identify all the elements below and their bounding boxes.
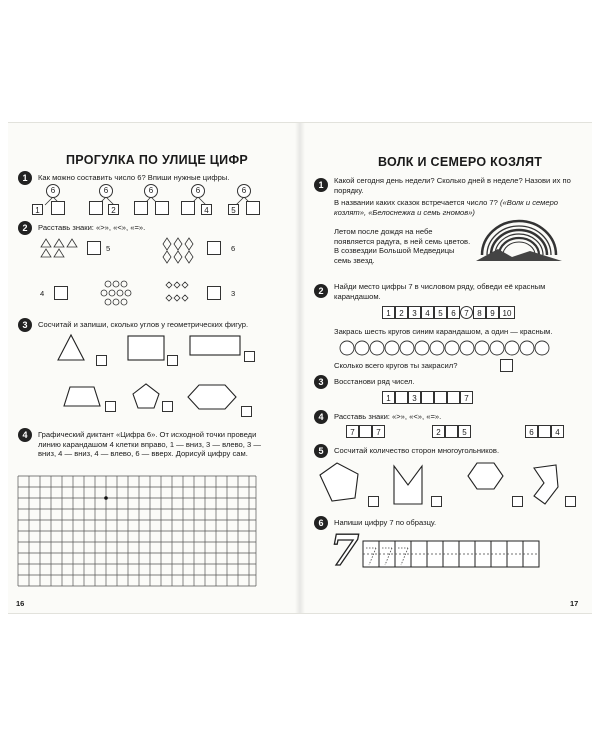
task-6-text: Напиши цифру 7 по образцу. [334,518,437,527]
answer-box: 5 [228,204,239,215]
sequence-cell: 3 [408,391,421,404]
task-number: 2 [18,221,32,235]
sum-circle: 6 [237,184,251,198]
task-number: 1 [18,171,32,185]
number-cell: 5 [434,306,447,319]
task-2-count-text: Сколько всего кругов ты закрасил? [334,361,458,370]
task-number: 3 [314,375,328,389]
number-cell: 6 [447,306,460,319]
right-page-title: ВОЛК И СЕМЕРО КОЗЛЯТ [378,155,543,169]
page-number: 16 [16,599,25,608]
compare-cell: 2 [432,425,445,438]
right-page [300,123,592,613]
dictation-grid[interactable] [8,123,298,613]
task-number: 5 [314,444,328,458]
answer-box: 1 [32,204,43,215]
number-cell: 3 [408,306,421,319]
answer-box: 4 [201,204,212,215]
task-number: 4 [18,428,32,442]
number-cell: 4 [421,306,434,319]
task-1-question-text: В названии каких сказок встречается число 7? [334,198,498,207]
task-number: 1 [314,178,328,192]
task-3-text: Сосчитай и запиши, сколько углов у геометрических фигур. [38,320,249,329]
start-point [104,496,108,500]
comparison-value: 4 [40,289,45,298]
workbook-spread [8,122,592,614]
task-3-text: Восстанови ряд чисел. [334,377,415,386]
task-2-coloring-text: Закрась шесть кругов синим карандашом, а один — красным. [334,327,553,336]
writing-cells[interactable] [300,123,590,593]
task-2-text: Расставь знаки: «>», «<», «=». [38,223,146,232]
task-5-text: Сосчитай количество сторон многоугольников. [334,446,500,455]
task-1-text: Какой сегодня день недели? Сколько дней в неделе? Назови их по порядку. [334,176,571,195]
sequence-cell: 7 [460,391,473,404]
task-1-facts: Летом после дождя на небе появляется радуга, в ней семь цветов. В созвездии Большой Медведицы семь звезд. [334,227,471,265]
sum-circle: 6 [191,184,205,198]
answer-box: 2 [108,204,119,215]
compare-cell: 7 [346,425,359,438]
number-cell: 1 [382,306,395,319]
task-4-text: Расставь знаки: «>», «<», «=». [334,412,442,421]
page-number: 17 [570,599,579,608]
task-number: 6 [314,516,328,530]
task-1-text: Как можно составить число 6? Впиши нужные цифры. [38,173,230,182]
sample-digit: 7 [330,526,360,575]
sum-circle: 6 [46,184,60,198]
left-page [8,123,300,613]
task-number: 3 [18,318,32,332]
task-4-text: Графический диктант «Цифра 6». От исходной точки проведи линию карандашом 4 клетки вправо, 1 — вниз, 3 — влево, 3 — вниз, 4 — вниз, 4 — влево, 6 — вверх. Дорисуй цифру сам. [38,430,261,459]
number-cell-circled[interactable]: 7 [460,306,473,319]
number-cell: 8 [473,306,486,319]
task-1-fairy-tales: («Волк и семеро козлят», «Белоснежка и семь гномов») [334,198,559,217]
task-number: 2 [314,284,328,298]
number-cell: 10 [499,306,515,319]
sum-circle: 6 [99,184,113,198]
compare-cell: 4 [551,425,564,438]
comparison-value: 6 [231,244,236,253]
sum-circle: 6 [144,184,158,198]
left-page-title: ПРОГУЛКА ПО УЛИЦЕ ЦИФР [66,153,249,167]
comparison-value: 3 [231,289,236,298]
sequence-cell: 1 [382,391,395,404]
number-cell: 9 [486,306,499,319]
task-2-text: Найди место цифры 7 в числовом ряду, обведи её красным карандашом. [334,282,546,301]
compare-cell: 5 [458,425,471,438]
number-cell: 2 [395,306,408,319]
compare-cell: 6 [525,425,538,438]
task-number: 4 [314,410,328,424]
comparison-value: 5 [106,244,111,253]
compare-cell: 7 [372,425,385,438]
